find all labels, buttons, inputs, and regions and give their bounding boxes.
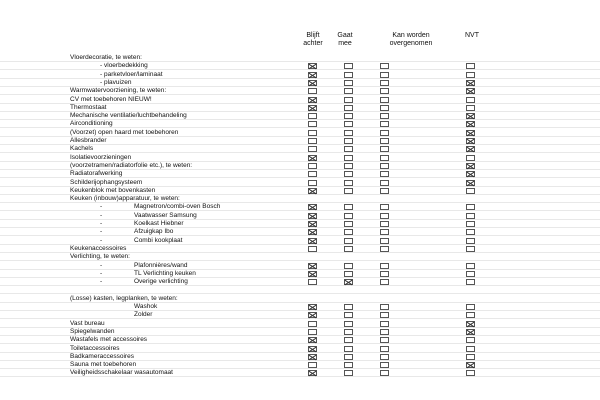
checkbox-kan-worden-overgenomen[interactable]: [380, 171, 389, 177]
checkbox-nvt[interactable]: [466, 337, 475, 343]
checkbox-blijft-achter[interactable]: [308, 130, 317, 136]
checkbox-gaat-mee[interactable]: [344, 346, 353, 352]
checkbox-gaat-mee[interactable]: [344, 88, 353, 94]
checkbox-nvt[interactable]: [466, 238, 475, 244]
row-label: Keukenblok met bovenkasten: [70, 186, 156, 194]
checkbox-blijft-achter[interactable]: [308, 204, 317, 210]
checkbox-gaat-mee[interactable]: [344, 304, 353, 310]
checkbox-kan-worden-overgenomen[interactable]: [380, 72, 389, 78]
checkbox-kan-worden-overgenomen[interactable]: [380, 213, 389, 219]
checklist-row: [0, 295, 600, 303]
checkbox-gaat-mee[interactable]: [344, 138, 353, 144]
checkbox-blijft-achter[interactable]: [308, 180, 317, 186]
checkbox-kan-worden-overgenomen[interactable]: [380, 63, 389, 69]
checkbox-nvt[interactable]: [466, 354, 475, 360]
checklist-row: [0, 320, 600, 328]
checkbox-nvt[interactable]: [466, 246, 475, 252]
checkbox-gaat-mee[interactable]: [344, 370, 353, 376]
row-label: Isolatievoorzieningen: [70, 153, 132, 161]
row-label: Washok: [134, 303, 158, 310]
row-label: Spiegelwanden: [70, 327, 115, 335]
checkbox-gaat-mee[interactable]: [344, 213, 353, 219]
column-header-line: Kan worden: [392, 32, 430, 39]
checkbox-gaat-mee[interactable]: [344, 105, 353, 111]
row-label: Airconditioning: [70, 120, 113, 128]
checklist-row: [0, 228, 600, 236]
checkbox-nvt[interactable]: [466, 370, 475, 376]
checklist-row: [0, 187, 600, 195]
row-label: Vloerdecoratie, te weten:: [70, 54, 142, 61]
checklist-row: [0, 286, 600, 294]
checklist-row: [0, 353, 600, 361]
row-label: Keuken (inbouw)apparatuur, te weten:: [70, 195, 180, 203]
checkbox-kan-worden-overgenomen[interactable]: [380, 321, 389, 327]
checkbox-gaat-mee[interactable]: [344, 246, 353, 252]
checklist-row: [0, 96, 600, 104]
checklist-row: [0, 245, 600, 253]
list-dash: -: [100, 269, 103, 277]
checklist-row: [0, 270, 600, 278]
checklist-row: [0, 220, 600, 228]
checklist-row: [0, 328, 600, 336]
row-label: Kachels: [70, 145, 94, 153]
checkbox-gaat-mee[interactable]: [344, 321, 353, 327]
checkbox-gaat-mee[interactable]: [344, 362, 353, 368]
checkbox-blijft-achter[interactable]: [308, 213, 317, 219]
checkbox-kan-worden-overgenomen[interactable]: [380, 130, 389, 136]
checkbox-gaat-mee[interactable]: [344, 130, 353, 136]
row-label: Magnetron/combi-oven Bosch: [134, 203, 221, 211]
row-label: Sauna met toebehoren: [70, 361, 137, 369]
checkbox-blijft-achter[interactable]: [308, 229, 317, 235]
checkbox-gaat-mee[interactable]: [344, 121, 353, 127]
checkbox-nvt[interactable]: [466, 97, 475, 103]
list-dash: -: [100, 62, 103, 70]
row-label: Warmwatervoorziening, te weten:: [70, 87, 167, 95]
row-label: (Voorzet) open haard met toebehoren: [70, 128, 179, 136]
checkbox-gaat-mee[interactable]: [344, 263, 353, 269]
checkbox-blijft-achter[interactable]: [308, 354, 317, 360]
list-dash: -: [100, 211, 103, 219]
row-label: parketvloer/laminaat: [104, 70, 163, 78]
checklist-row: [0, 112, 600, 120]
checkbox-blijft-achter[interactable]: [308, 155, 317, 161]
checkbox-nvt[interactable]: [466, 346, 475, 352]
checkbox-nvt[interactable]: [466, 229, 475, 235]
checkbox-blijft-achter[interactable]: [308, 171, 317, 177]
list-dash: -: [100, 228, 103, 236]
checkbox-gaat-mee[interactable]: [344, 229, 353, 235]
checkbox-gaat-mee[interactable]: [344, 188, 353, 194]
checkbox-blijft-achter[interactable]: [308, 238, 317, 244]
checkbox-kan-worden-overgenomen[interactable]: [380, 346, 389, 352]
row-label: CV met toebehoren NIEUW!: [70, 95, 152, 103]
checkbox-kan-worden-overgenomen[interactable]: [380, 238, 389, 244]
list-dash: -: [100, 220, 103, 227]
row-label: Plafonnières/wand: [134, 261, 188, 269]
row-label: Koelkast Hiebner: [134, 220, 184, 227]
checkbox-kan-worden-overgenomen[interactable]: [380, 180, 389, 186]
checkbox-nvt[interactable]: [466, 180, 475, 186]
checkbox-gaat-mee[interactable]: [344, 97, 353, 103]
checkbox-kan-worden-overgenomen[interactable]: [380, 337, 389, 343]
checkbox-nvt[interactable]: [466, 155, 475, 161]
list-dash: -: [100, 278, 103, 286]
row-label: Vaatwasser Samsung: [134, 211, 197, 219]
checkbox-blijft-achter[interactable]: [308, 72, 317, 78]
checkbox-blijft-achter[interactable]: [308, 337, 317, 343]
checkbox-blijft-achter[interactable]: [308, 105, 317, 111]
checklist-row: [0, 71, 600, 79]
checkbox-blijft-achter[interactable]: [308, 163, 317, 169]
checkbox-kan-worden-overgenomen[interactable]: [380, 221, 389, 227]
checkbox-gaat-mee[interactable]: [344, 337, 353, 343]
column-header-line: Blijft: [306, 32, 320, 39]
checklist-row: [0, 154, 600, 162]
checkbox-kan-worden-overgenomen[interactable]: [380, 354, 389, 360]
checkbox-nvt[interactable]: [466, 138, 475, 144]
checklist-row: [0, 237, 600, 245]
checklist-row: [0, 54, 600, 62]
checkbox-nvt[interactable]: [466, 88, 475, 94]
row-label: Veiligheidsschakelaar wasautomaat: [70, 369, 173, 377]
checklist-row: [0, 104, 600, 112]
checkbox-kan-worden-overgenomen[interactable]: [380, 229, 389, 235]
checkbox-gaat-mee[interactable]: [344, 312, 353, 318]
checkbox-kan-worden-overgenomen[interactable]: [380, 146, 389, 152]
checkbox-nvt[interactable]: [466, 121, 475, 127]
column-header-line: overgenomen: [389, 40, 433, 47]
checkbox-blijft-achter[interactable]: [308, 321, 317, 327]
row-label: Radiatorafwerking: [70, 170, 123, 178]
checkbox-gaat-mee[interactable]: [344, 221, 353, 227]
checkbox-blijft-achter[interactable]: [308, 221, 317, 227]
checkbox-nvt[interactable]: [466, 80, 475, 86]
row-label: TL Verlichting keuken: [134, 269, 196, 277]
checkbox-blijft-achter[interactable]: [308, 138, 317, 144]
checkbox-kan-worden-overgenomen[interactable]: [380, 362, 389, 368]
row-label: (voorzetramen/radiatorfolie etc.), te weten:: [70, 161, 193, 169]
checklist-row: [0, 120, 600, 128]
row-label: Keukenaccessoires: [70, 244, 127, 252]
checkbox-blijft-achter[interactable]: [308, 80, 317, 86]
checklist-row: [0, 311, 600, 319]
checkbox-nvt[interactable]: [466, 105, 475, 111]
checkbox-blijft-achter[interactable]: [308, 63, 317, 69]
checkbox-gaat-mee[interactable]: [344, 155, 353, 161]
checkbox-nvt[interactable]: [466, 72, 475, 78]
checklist-row: [0, 137, 600, 145]
row-label: Toiletaccessoires: [70, 344, 120, 352]
checkbox-nvt[interactable]: [466, 279, 475, 285]
checklist-row: [0, 203, 600, 211]
checkbox-kan-worden-overgenomen[interactable]: [380, 271, 389, 277]
row-label: Afzuigkap Ibo: [134, 228, 174, 236]
checkbox-kan-worden-overgenomen[interactable]: [380, 80, 389, 86]
checkbox-nvt[interactable]: [466, 113, 475, 119]
checkbox-gaat-mee[interactable]: [344, 279, 353, 285]
checklist-row: [0, 303, 600, 311]
checkbox-gaat-mee[interactable]: [344, 80, 353, 86]
checkbox-blijft-achter[interactable]: [308, 312, 317, 318]
checklist-row: [0, 195, 600, 203]
checkbox-gaat-mee[interactable]: [344, 113, 353, 119]
checkbox-gaat-mee[interactable]: [344, 180, 353, 186]
checkbox-blijft-achter[interactable]: [308, 188, 317, 194]
checklist-row: [0, 361, 600, 369]
checkbox-blijft-achter[interactable]: [308, 304, 317, 310]
checkbox-nvt[interactable]: [466, 146, 475, 152]
checklist-row: [0, 345, 600, 353]
checklist-row: [0, 129, 600, 137]
checkbox-blijft-achter[interactable]: [308, 246, 317, 252]
checkbox-blijft-achter[interactable]: [308, 370, 317, 376]
row-label: Thermostaat: [70, 103, 107, 111]
row-label: (Losse) kasten, legplanken, te weten:: [70, 294, 178, 302]
checklist-row: [0, 212, 600, 220]
row-label: plavuizen: [104, 78, 132, 86]
checklist-row: [0, 262, 600, 270]
checkbox-blijft-achter[interactable]: [308, 279, 317, 285]
checkbox-gaat-mee[interactable]: [344, 238, 353, 244]
checkbox-kan-worden-overgenomen[interactable]: [380, 188, 389, 194]
column-header-line: Gaat: [337, 32, 353, 39]
checkbox-kan-worden-overgenomen[interactable]: [380, 88, 389, 94]
checkbox-nvt[interactable]: [466, 221, 475, 227]
checkbox-kan-worden-overgenomen[interactable]: [380, 138, 389, 144]
checkbox-blijft-achter[interactable]: [308, 113, 317, 119]
row-label: Mechanische ventilatie/luchtbehandeling: [70, 112, 187, 120]
checkbox-nvt[interactable]: [466, 362, 475, 368]
checkbox-blijft-achter[interactable]: [308, 121, 317, 127]
checklist-row: [0, 336, 600, 344]
row-label: Allesbrander: [70, 137, 107, 144]
checklist-row: [0, 369, 600, 377]
checkbox-kan-worden-overgenomen[interactable]: [380, 263, 389, 269]
list-dash: -: [100, 203, 103, 211]
checkbox-blijft-achter[interactable]: [308, 271, 317, 277]
checklist-row: [0, 145, 600, 153]
checkbox-blijft-achter[interactable]: [308, 362, 317, 368]
checkbox-kan-worden-overgenomen[interactable]: [380, 97, 389, 103]
checkbox-nvt[interactable]: [466, 263, 475, 269]
checkbox-nvt[interactable]: [466, 204, 475, 210]
checkbox-gaat-mee[interactable]: [344, 63, 353, 69]
row-label: Overige verlichting: [134, 278, 188, 286]
checklist-row: [0, 62, 600, 70]
checkbox-blijft-achter[interactable]: [308, 97, 317, 103]
checkbox-nvt[interactable]: [466, 304, 475, 310]
row-label: Combi kookplaat: [134, 236, 183, 244]
checklist-row: [0, 162, 600, 170]
checkbox-kan-worden-overgenomen[interactable]: [380, 155, 389, 161]
checkbox-nvt[interactable]: [466, 213, 475, 219]
checkbox-blijft-achter[interactable]: [308, 263, 317, 269]
checkbox-nvt[interactable]: [466, 163, 475, 169]
checklist-row: [0, 253, 600, 261]
checkbox-nvt[interactable]: [466, 312, 475, 318]
checkbox-nvt[interactable]: [466, 130, 475, 136]
checkbox-kan-worden-overgenomen[interactable]: [380, 246, 389, 252]
checkbox-gaat-mee[interactable]: [344, 271, 353, 277]
checkbox-nvt[interactable]: [466, 63, 475, 69]
checkbox-kan-worden-overgenomen[interactable]: [380, 163, 389, 169]
checkbox-nvt[interactable]: [466, 321, 475, 327]
checkbox-kan-worden-overgenomen[interactable]: [380, 279, 389, 285]
checkbox-gaat-mee[interactable]: [344, 72, 353, 78]
list-dash: -: [100, 261, 103, 269]
checklist-row: [0, 278, 600, 286]
checkbox-blijft-achter[interactable]: [308, 329, 317, 335]
column-header-line: mee: [338, 40, 352, 47]
row-label: Vast bureau: [70, 319, 105, 327]
checkbox-gaat-mee[interactable]: [344, 329, 353, 335]
checkbox-kan-worden-overgenomen[interactable]: [380, 105, 389, 111]
checklist-row: [0, 170, 600, 178]
checkbox-nvt[interactable]: [466, 329, 475, 335]
checkbox-blijft-achter[interactable]: [308, 146, 317, 152]
checkbox-kan-worden-overgenomen[interactable]: [380, 204, 389, 210]
checkbox-kan-worden-overgenomen[interactable]: [380, 113, 389, 119]
list-dash: -: [100, 70, 103, 78]
checklist-row: [0, 179, 600, 187]
checkbox-kan-worden-overgenomen[interactable]: [380, 312, 389, 318]
checkbox-gaat-mee[interactable]: [344, 171, 353, 177]
list-dash: -: [100, 236, 103, 244]
column-header-line: NVT: [465, 32, 479, 39]
column-header-line: achter: [303, 40, 323, 47]
row-label: vloerbedekking: [104, 62, 148, 70]
checkbox-nvt[interactable]: [466, 188, 475, 194]
checkbox-kan-worden-overgenomen[interactable]: [380, 121, 389, 127]
list-dash: -: [100, 78, 103, 86]
checkbox-blijft-achter[interactable]: [308, 88, 317, 94]
checkbox-gaat-mee[interactable]: [344, 204, 353, 210]
checkbox-kan-worden-overgenomen[interactable]: [380, 329, 389, 335]
row-label: Wastafels met accessoires: [70, 336, 148, 344]
checkbox-kan-worden-overgenomen[interactable]: [380, 370, 389, 376]
row-label: Zolder: [134, 311, 153, 319]
checkbox-gaat-mee[interactable]: [344, 354, 353, 360]
checkbox-gaat-mee[interactable]: [344, 146, 353, 152]
row-label: Verlichting, te weten:: [70, 253, 130, 261]
checkbox-nvt[interactable]: [466, 271, 475, 277]
checkbox-nvt[interactable]: [466, 171, 475, 177]
row-label: Schilderijophangsysteem: [70, 178, 143, 186]
checklist-row: [0, 79, 600, 87]
checkbox-kan-worden-overgenomen[interactable]: [380, 304, 389, 310]
checklist-row: [0, 87, 600, 95]
checkbox-gaat-mee[interactable]: [344, 163, 353, 169]
checkbox-blijft-achter[interactable]: [308, 346, 317, 352]
row-label: Badkameraccessoires: [70, 352, 134, 360]
